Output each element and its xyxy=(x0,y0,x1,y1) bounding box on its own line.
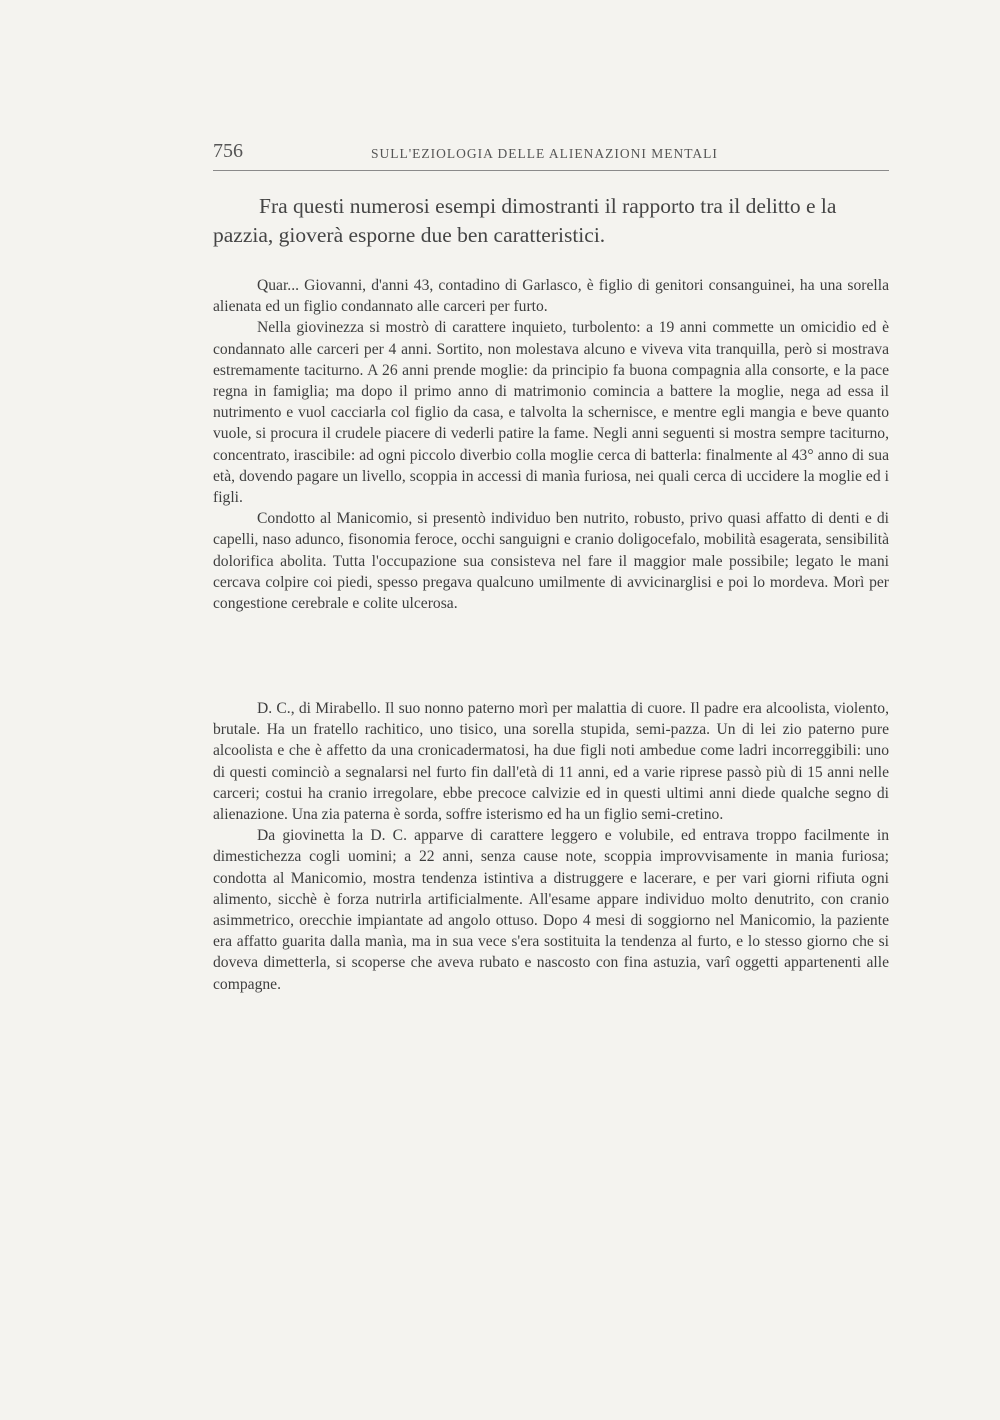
case-one-paragraph: Nella giovinezza si mostrò di carattere inquieto, turbolento: a 19 anni commette un omicidio ed è condannato alle carceri per 4 anni. Sortito, non molestava alcuno e viveva vita tranquilla, però si mostrava estremamente taciturno. A 26 anni prende moglie: da principio fa buona compagnia alla consorte, e la pace regna in famiglia; ma dopo il primo anno di matrimonio comincia a battere la moglie, nega ad essa il nutrimento e vuol cacciarla col figlio da casa, e talvolta la schernisce, e mentre egli mangia e beve quanto vuole, si procura il crudele piacere di vederli patire la fame. Negli anni seguenti si mostra sempre taciturno, concentrato, irascibile: ad ogni piccolo diverbio colla moglie cerca di batterla: finalmente al 43° anno di sua età, dovendo pagare un livello, scoppia in accessi di manìa furiosa, nei quali cerca di uccidere la moglie ed i figli. xyxy=(213,319,889,507)
intro-line: pazzia, gioverà esporne due ben caratteristici. xyxy=(213,223,606,247)
page-number: 756 xyxy=(213,140,243,162)
case-one-section xyxy=(213,275,889,614)
case-one-paragraph: Quar... Giovanni, d'anni 43, contadino di Garlasco, è figlio di genitori consanguinei, ha una sorella alienata ed un figlio condannato alle carceri per furto. xyxy=(213,277,889,316)
case-two-paragraph: D. C., di Mirabello. Il suo nonno paterno morì per malattia di cuore. Il padre era alcoolista, violento, brutale. Ha un fratello rachitico, uno tisico, una sorella stupida, semi-pazza. Un di lei zio paterno pure alcoolista e che è affetto da una cronicadermatosi, ha due figli noti ambedue come ladri incorreggibili: uno di questi cominciò a segnalarsi nel furto fin dall'età di 11 anni, ed a varie riprese passò più di 15 anni nelle carceri; costui ha cranio irregolare, ebbe precoce calvizie ed in questi ultimi anni diede qualche segno di alienazione. Una zia paterna è sorda, soffre isterismo ed ha un figlio semi-cretino. xyxy=(213,700,889,824)
intro-paragraph xyxy=(213,192,889,250)
intro-line: Fra questi numerosi esempi dimostranti il rapporto tra il delitto e la xyxy=(259,194,837,218)
case-one-paragraph: Condotto al Manicomio, si presentò individuo ben nutrito, robusto, privo quasi affatto di denti e di capelli, naso adunco, fisonomia feroce, occhi sanguigni e cranio doligocefalo, mobilità esagerata, sensibilità dolorifica abolita. Tutta l'occupazione sua consisteva nel fare il maggior male possibile; legato le mani cercava colpire coi piedi, spesso pregava qualcuno umilmente di avvicinarglisi e poi lo mordeva. Morì per congestione cerebrale e colite ulcerosa. xyxy=(213,510,889,613)
case-two-paragraph: Da giovinetta la D. C. apparve di carattere leggero e volubile, ed entrava troppo facilmente in dimestichezza cogli uomini; a 22 anni, senza cause note, scoppia improvvisamente in mania furiosa; condotta al Manicomio, mostra tendenza istintiva a distruggere e lacerare, e per vari giorni rifiuta ogni alimento, sicchè è forza nutrirla artificialmente. All'esame appare individuo molto denutrito, con cranio asimmetrico, orecchie impiantate ad angolo ottuso. Dopo 4 mesi di soggiorno nel Manicomio, la paziente era affatto guarita dalla manìa, ma in sua vece s'era sostituita la tendenza al furto, e lo stesso giorno che si doveva dimetterla, si scoperse che aveva rubato e nascosto con fina astuzia, varî oggetti appartenenti alle compagne. xyxy=(213,827,889,993)
page-header xyxy=(213,140,889,171)
running-title: SULL'EZIOLOGIA DELLE ALIENAZIONI MENTALI xyxy=(371,146,718,161)
case-two-section xyxy=(213,698,889,995)
